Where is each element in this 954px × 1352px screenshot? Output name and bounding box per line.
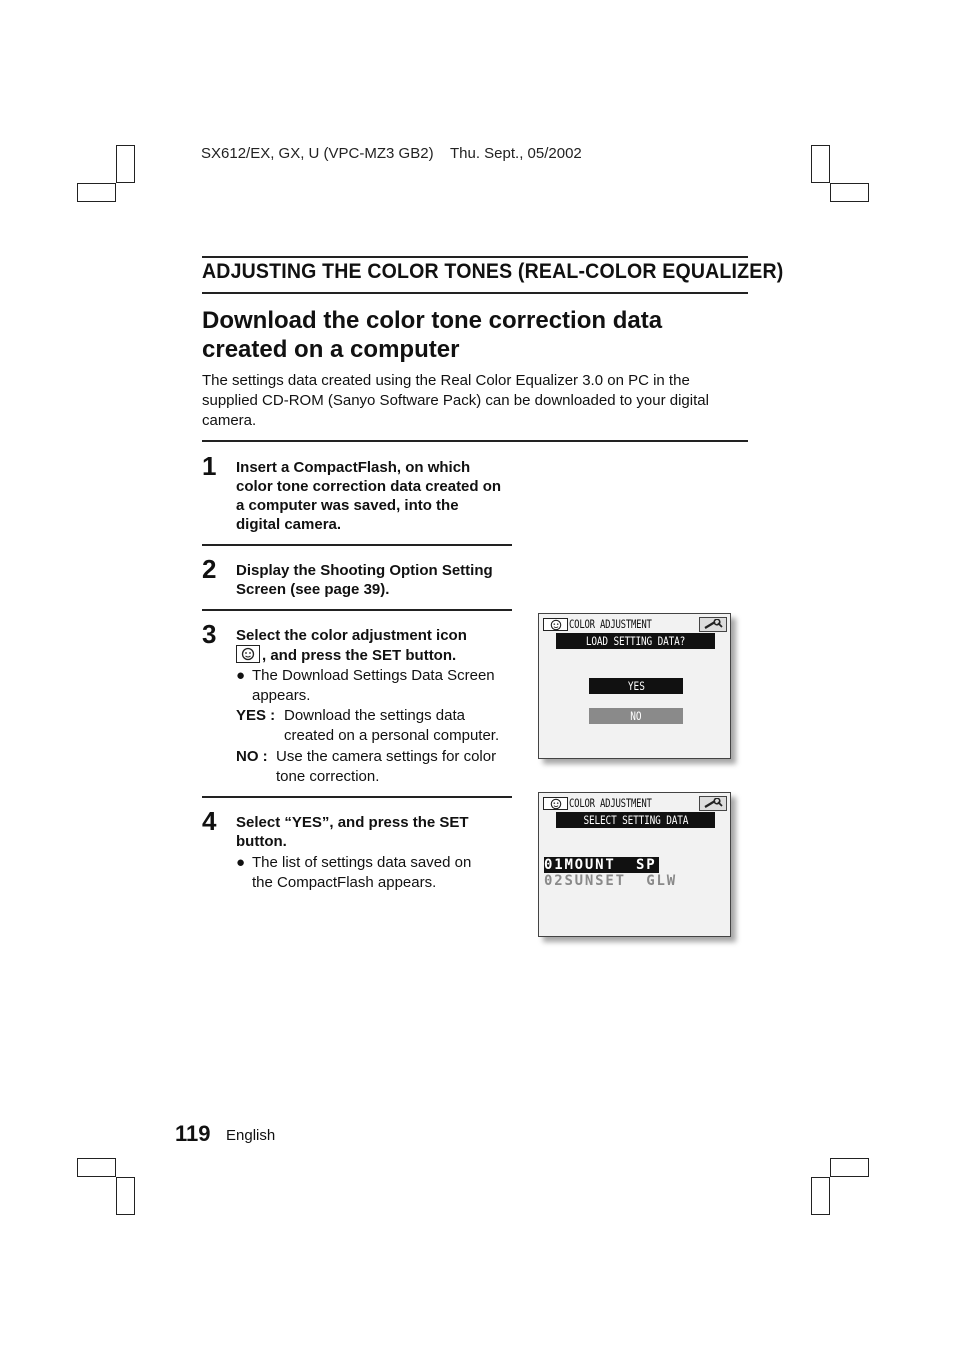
step-2-number: 2 xyxy=(202,554,217,584)
step-3-title-part-1: Select the color adjustment icon xyxy=(236,627,467,644)
intro-paragraph: The settings data created using the Real Color Equalizer 3.0 on PC in the supplied CD-ROM (Sanyo Software Pack) can be downloaded to your digital camera. xyxy=(202,372,709,429)
wrench-icon xyxy=(699,617,727,632)
no-description: Use the camera settings for color tone correction. xyxy=(276,748,497,785)
page-language: English xyxy=(226,1127,276,1144)
step-4-number: 4 xyxy=(202,806,217,836)
no-definition xyxy=(236,747,516,787)
crop-mark xyxy=(116,145,135,183)
crop-mark xyxy=(811,1177,830,1215)
crop-mark xyxy=(77,1158,116,1177)
yes-definition xyxy=(236,706,516,746)
crop-mark xyxy=(77,183,116,202)
page-number: 119 xyxy=(175,1121,211,1146)
section-rule-bottom xyxy=(202,292,748,294)
header-model: SX612/EX, GX, U (VPC-MZ3 GB2) xyxy=(201,145,434,162)
screen-subtitle-text: SELECT SETTING DATA xyxy=(583,813,688,827)
page-title xyxy=(202,306,748,364)
bullet-dot-icon: ● xyxy=(236,667,246,684)
color-adjustment-icon xyxy=(543,618,568,631)
step-4-title: Select “YES”, and press the SET button. xyxy=(236,814,469,850)
header-date: Thu. Sept., 05/2002 xyxy=(449,145,582,162)
crop-mark xyxy=(830,1158,869,1177)
wrench-icon xyxy=(699,796,727,811)
bullet-dot-icon: ● xyxy=(236,854,246,871)
yes-description: Download the settings data created on a personal computer. xyxy=(284,707,500,744)
step-divider xyxy=(202,609,512,611)
no-term: NO : xyxy=(236,748,268,765)
print-header xyxy=(201,145,582,162)
step-3-bullet-text: The Download Settings Data Screen appears. xyxy=(252,667,495,704)
step-3-title-part-2: , and press the SET button. xyxy=(262,647,457,664)
screen-title: COLOR ADJUSTMENT xyxy=(569,617,652,631)
step-1-title: Insert a CompactFlash, on which color tone correction data created on a computer was saved, into the digital camera. xyxy=(236,459,502,533)
crop-mark xyxy=(811,145,830,183)
step-4-bullet-text: The list of settings data saved on the CompactFlash appears. xyxy=(252,854,472,891)
step-divider xyxy=(202,796,512,798)
intro-rule xyxy=(202,440,748,442)
step-3-bullet xyxy=(236,666,516,706)
step-divider xyxy=(202,544,512,546)
option-no[interactable] xyxy=(589,708,683,724)
list-item-selected[interactable]: 01MOUNT SP xyxy=(544,857,657,873)
option-yes-label: YES xyxy=(627,679,645,693)
screen-subtitle-text: LOAD SETTING DATA? xyxy=(585,634,686,648)
crop-mark xyxy=(830,183,869,202)
camera-screen-select-setting xyxy=(538,792,731,937)
color-adjustment-icon xyxy=(543,797,568,810)
section-title: ADJUSTING THE COLOR TONES (REAL-COLOR EQUALIZER) xyxy=(202,260,784,283)
step-1-number: 1 xyxy=(202,451,217,481)
option-yes[interactable] xyxy=(589,678,683,694)
option-no-label: NO xyxy=(630,709,642,723)
screen-subtitle xyxy=(556,633,715,649)
yes-term: YES : xyxy=(236,707,276,724)
screen-subtitle xyxy=(556,812,715,828)
color-adjustment-icon xyxy=(236,645,260,663)
step-3-number: 3 xyxy=(202,619,217,649)
camera-screen-load-setting xyxy=(538,613,731,759)
screen-title: COLOR ADJUSTMENT xyxy=(569,796,652,810)
list-item[interactable]: 02SUNSET GLW xyxy=(544,873,677,889)
step-2-title: Display the Shooting Option Setting Screen (see page 39). xyxy=(236,562,493,598)
crop-mark xyxy=(116,1177,135,1215)
section-rule-top xyxy=(202,256,748,258)
step-3-title xyxy=(236,626,516,665)
page-title-line-1: Download the color tone correction data xyxy=(202,307,663,334)
page-title-line-2: created on a computer xyxy=(202,336,460,363)
step-4-bullet xyxy=(236,853,496,893)
